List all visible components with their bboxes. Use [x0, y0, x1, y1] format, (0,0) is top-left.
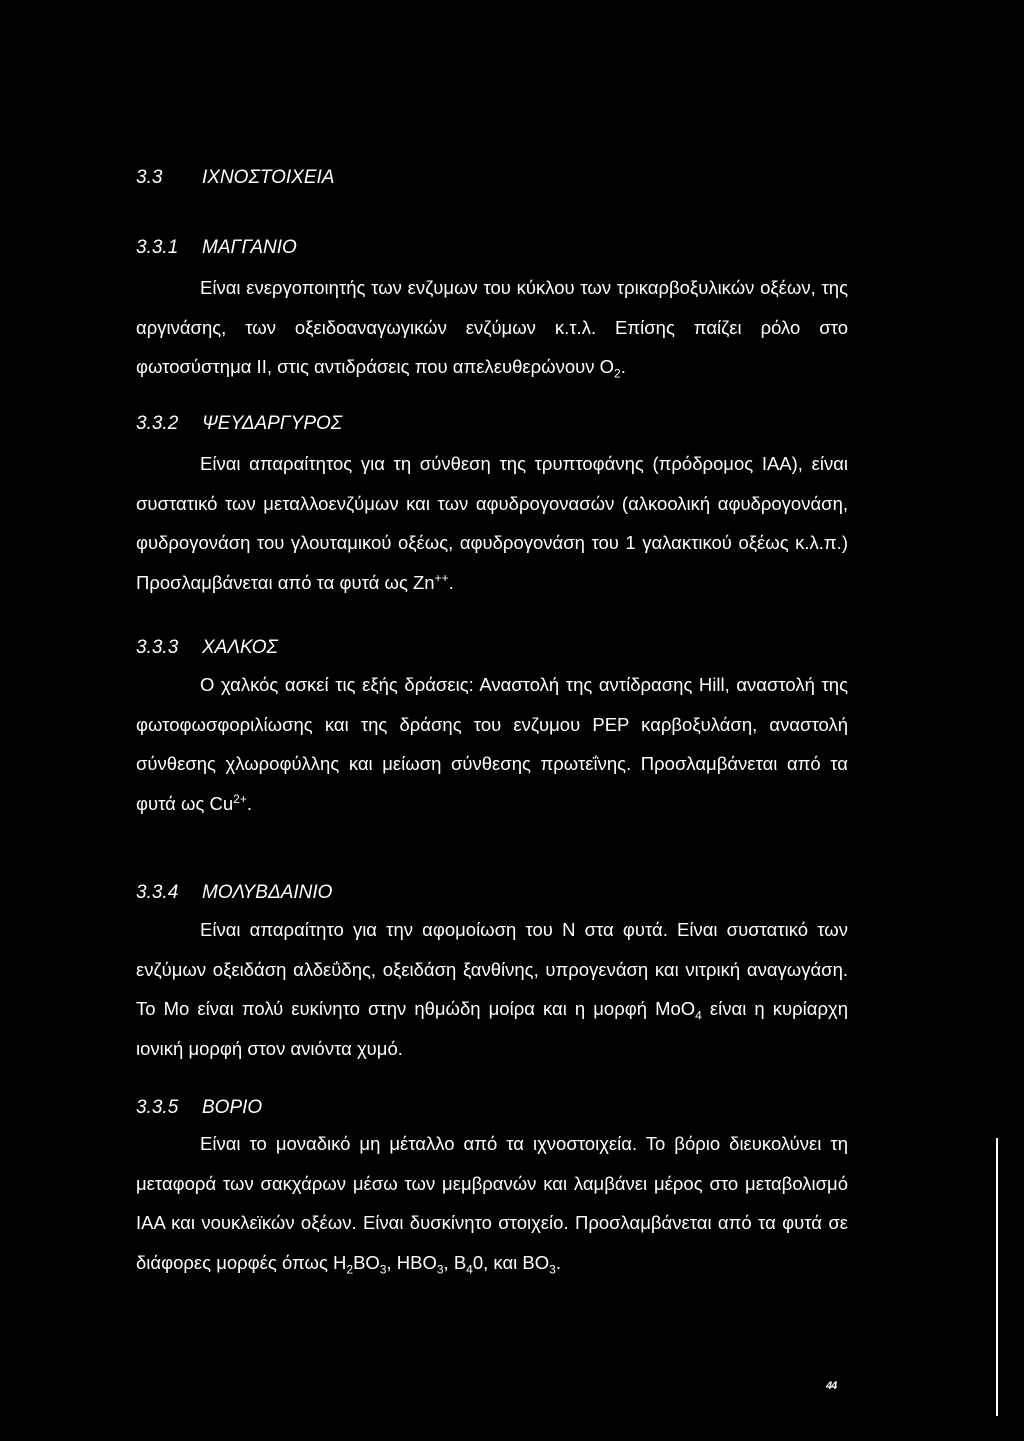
scan-edge-line [996, 1138, 998, 1416]
paragraph-text: , B [443, 1251, 467, 1273]
paragraph-text: . [246, 792, 252, 814]
paragraph-molybdenum [136, 910, 848, 1068]
paragraph-zinc [136, 444, 848, 602]
paragraph-copper [136, 665, 848, 823]
superscript: ++ [434, 570, 449, 585]
paragraph-manganese [136, 268, 848, 387]
subsection-heading-molybdenum [136, 881, 332, 905]
subsection-title: ΨΕΥΔΑΡΓΥΡΟΣ [202, 413, 343, 434]
paragraph-text: , HBO [386, 1251, 437, 1273]
paragraph-text: Είναι απαραίτητος για τη σύνθεση της τρυπτοφάνης (πρόδρομος ΙΑΑ), είναι συστατικό των μεταλλοενζύμων και των αφυδρογονασών (αλκοολική αφυδρογονάση, φυδρογονάση του γλουταμικού οξέως, αφυδρογονάση του 1 γαλακτικού οξέως κ.λ.π.) Προσλαμβάνεται από τα φυτά ως Zn [136, 453, 848, 593]
subsection-number: 3.3.1 [136, 237, 179, 258]
page-number: 44 [826, 1380, 837, 1392]
subscript: 3 [436, 1262, 444, 1277]
paragraph-boron [136, 1124, 848, 1282]
section-number: 3.3 [136, 167, 163, 188]
paragraph-text: . [448, 571, 454, 593]
subsection-heading-zinc [136, 412, 342, 436]
paragraph-text: είναι η κυρίαρχη ιονική μορφή στον ανιόντα χυμό. [136, 998, 848, 1059]
subsection-heading-boron [136, 1096, 262, 1120]
paragraph-text: Είναι ενεργοποιητής των ενζυμων του κύκλου των τρικαρβοξυλικών οξέων, της αργινάσης, των οξειδοαναγωγικών ενζύμων κ.τ.λ. Επίσης παίζει ρόλο στο φωτοσύστημα ΙΙ, στις αντιδράσεις που απελευθερώνουν O [136, 277, 848, 377]
subsection-heading-manganese [136, 236, 297, 260]
subsection-number: 3.3.3 [136, 637, 179, 658]
subsection-number: 3.3.4 [136, 882, 179, 903]
section-heading [136, 166, 334, 190]
paragraph-text: Είναι το μοναδικό μη μέταλλο από τα ιχνοστοιχεία. Το βόριο διευκολύνει τη μεταφορά των σακχάρων μέσω των μεμβρανών και λαμβάνει μέρος στο μεταβολισμό ΙΑΑ και νουκλεϊκών οξέων. Είναι δυσκίνητο στοιχείο. Προσλαμβάνεται από τα φυτά σε διάφορες μορφές όπως H [136, 1133, 848, 1273]
subscript: 4 [466, 1262, 473, 1277]
subsection-heading-copper [136, 636, 278, 660]
paragraph-text: Είναι απαραίτητο για την αφομοίωση του Ν στα φυτά. Είναι συστατικό των ενζύμων οξειδάση αλδεΰδης, οξειδάση ξανθίνης, υπρογενάση και νιτρική αναγωγάση. Το Mo είναι πολύ ευκίνητο στην ηθμώδη μοίρα και η μορφή MoO [136, 919, 848, 1019]
paragraph-text: Ο χαλκός ασκεί τις εξής δράσεις: Αναστολή της αντίδρασης Hill, αναστολή της φωτοφωσφοριλίωσης και της δράσης του ενζυμου PEP καρβοξυλάση, αναστολή σύνθεσης χλωροφύλλης και μείωση σύνθεσης πρωτεΐνης. Προσλαμβάνεται από τα φυτά ως Cu [136, 674, 848, 814]
subscript: 2 [614, 366, 621, 381]
paragraph-text: . [620, 356, 626, 377]
subscript: 4 [695, 1008, 702, 1023]
subsection-title: ΜΟΛΥΒΔΑΙΝΙΟ [202, 882, 333, 903]
subsection-title: ΒΟΡΙΟ [202, 1097, 263, 1118]
subsection-number: 3.3.5 [136, 1097, 179, 1118]
paragraph-text: BO [353, 1251, 380, 1273]
subsection-number: 3.3.2 [136, 413, 179, 434]
paragraph-text: . [555, 1251, 561, 1273]
subsection-title: ΧΑΛΚΟΣ [202, 637, 278, 658]
superscript: 2+ [233, 791, 247, 806]
subscript: 2 [346, 1262, 354, 1277]
subsection-title: ΜΑΓΓΑΝΙΟ [202, 237, 297, 258]
section-title: ΙΧΝΟΣΤΟΙΧΕΙΑ [202, 167, 335, 188]
subscript: 3 [379, 1262, 387, 1277]
subscript: 3 [549, 1262, 556, 1277]
paragraph-text: 0, και BO [472, 1251, 550, 1273]
